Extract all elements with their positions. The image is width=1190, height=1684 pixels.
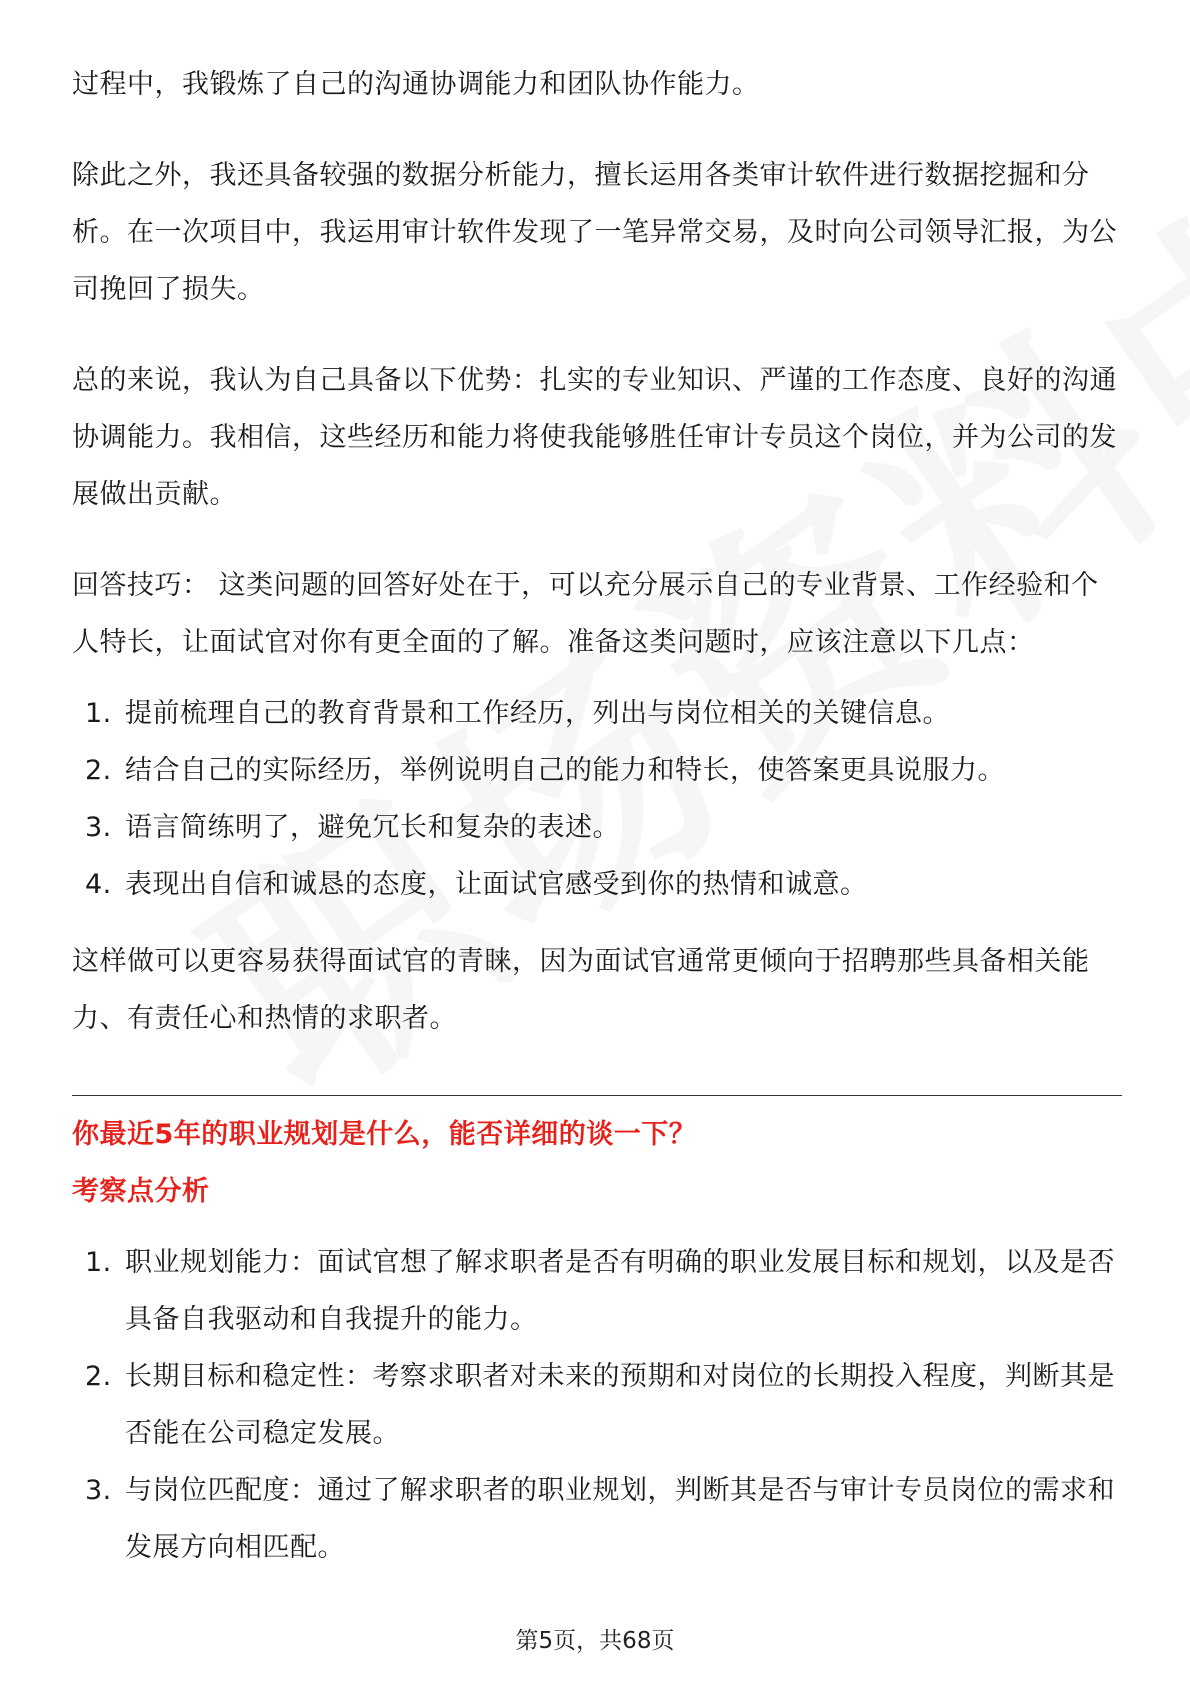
list-text: 结合自己的实际经历，举例说明自己的能力和特长，使答案更具说服力。 (125, 755, 1005, 786)
list-item (72, 1234, 1122, 1348)
list-text: 表现出自信和诚恳的态度，让面试官感受到你的热情和诚意。 (125, 869, 868, 900)
list-item (72, 685, 1122, 742)
list-number: 3. (85, 812, 112, 843)
list-number: 1. (85, 1247, 112, 1278)
list-item (72, 799, 1122, 856)
list-item (72, 1462, 1122, 1576)
list-number: 3. (85, 1475, 112, 1506)
list-text: 长期目标和稳定性：考察求职者对未来的预期和对岗位的长期投入程度，判断其是否能在公司稳定发展。 (125, 1361, 1115, 1449)
list-number: 4. (85, 869, 112, 900)
list-text: 与岗位匹配度：通过了解求职者的职业规划，判断其是否与审计专员岗位的需求和发展方向相匹配。 (125, 1475, 1115, 1563)
list-item (72, 1348, 1122, 1462)
tips-list (72, 685, 1122, 913)
list-text: 语言简练明了，避免冗长和复杂的表述。 (125, 812, 620, 843)
list-number: 2. (85, 1361, 112, 1392)
question-heading: 你最近5年的职业规划是什么，能否详细的谈一下？ (72, 1119, 697, 1150)
analysis-heading: 考察点分析 (72, 1176, 210, 1207)
paragraph: 过程中，我锻炼了自己的沟通协调能力和团队协作能力。 (72, 69, 760, 100)
list-item (72, 856, 1122, 913)
list-number: 2. (85, 755, 112, 786)
paragraph: 总的来说，我认为自己具备以下优势：扎实的专业知识、严谨的工作态度、良好的沟通协调能力。我相信，这些经历和能力将使我能够胜任审计专员这个岗位，并为公司的发展做出贡献。 (72, 365, 1117, 510)
list-text: 职业规划能力：面试官想了解求职者是否有明确的职业发展目标和规划，以及是否具备自我驱动和自我提升的能力。 (125, 1247, 1115, 1335)
list-item (72, 742, 1122, 799)
document-page (72, 56, 1122, 1576)
list-text: 提前梳理自己的教育背景和工作经历，列出与岗位相关的关键信息。 (125, 698, 950, 729)
paragraph: 这样做可以更容易获得面试官的青睐，因为面试官通常更倾向于招聘那些具备相关能力、有责任心和热情的求职者。 (72, 946, 1090, 1034)
list-number: 1. (85, 698, 112, 729)
page-footer: 第5页，共68页 (515, 1628, 675, 1654)
paragraph: 除此之外，我还具备较强的数据分析能力，擅长运用各类审计软件进行数据挖掘和分析。在一次项目中，我运用审计软件发现了一笔异常交易，及时向公司领导汇报，为公司挽回了损失。 (72, 160, 1117, 305)
answer-tips-paragraph: 回答技巧： 这类问题的回答好处在于，可以充分展示自己的专业背景、工作经验和个人特长，让面试官对你有更全面的了解。准备这类问题时，应该注意以下几点： (72, 570, 1099, 658)
analysis-list (72, 1234, 1122, 1576)
